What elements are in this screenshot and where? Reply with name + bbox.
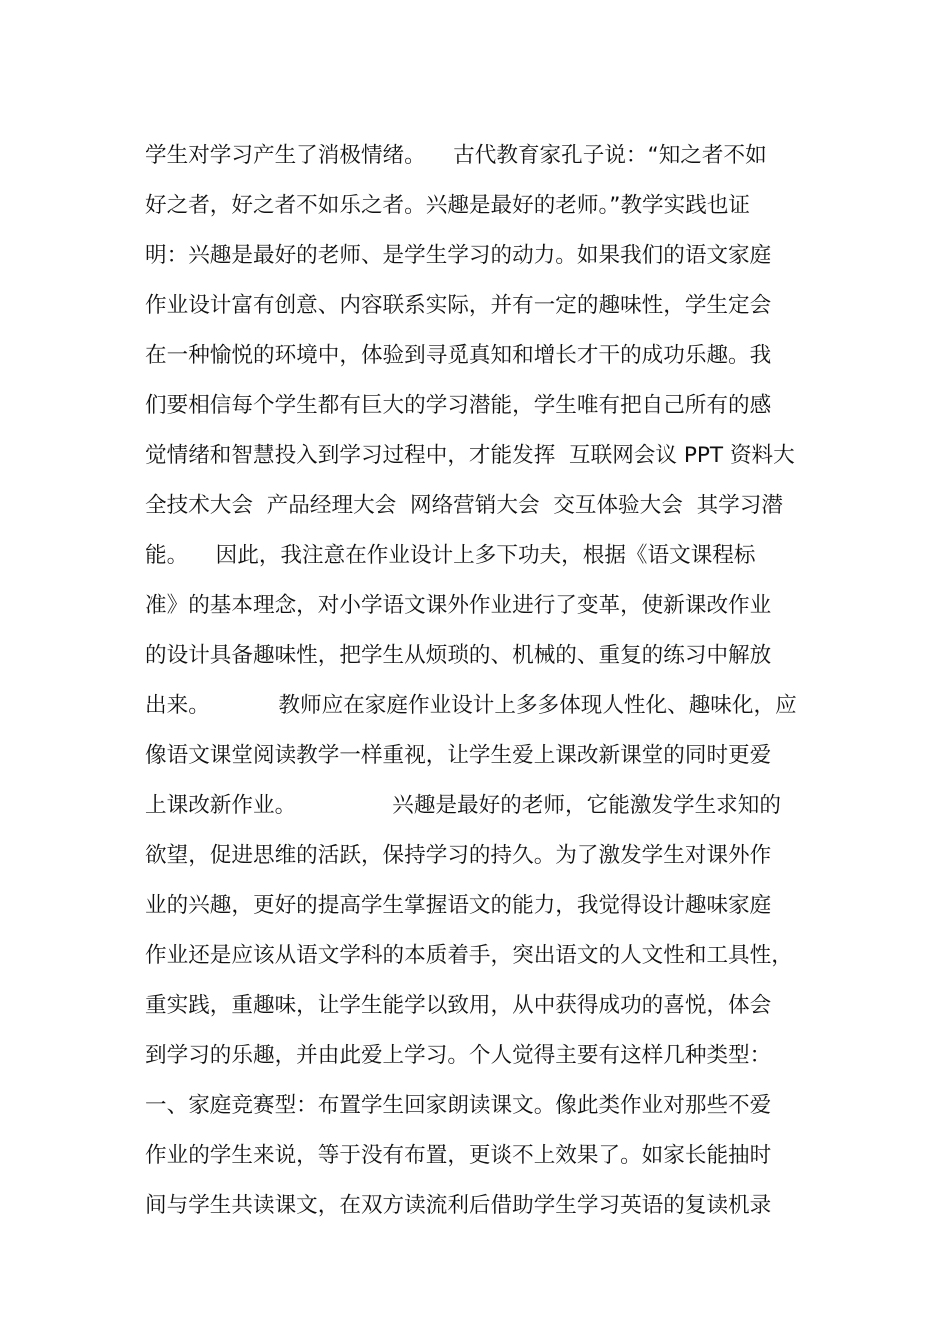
text-line: 一、家庭竞赛型：布置学生回家朗读课文。像此类作业对那些不爱 — [145, 1093, 772, 1118]
text-line: 重实践，重趣味，让学生能学以致用，从中获得成功的喜悦，体会 — [145, 993, 772, 1018]
text-line: 欲望，促进思维的活跃，保持学习的持久。为了激发学生对课外作 — [145, 843, 772, 868]
text-line: 作业的学生来说，等于没有布置，更谈不上效果了。如家长能抽时 — [145, 1143, 772, 1168]
text-line: 们要相信每个学生都有巨大的学习潜能，学生唯有把自己所有的感 — [145, 393, 772, 418]
text-line: 在一种愉悦的环境中，体验到寻觅真知和增长才干的成功乐趣。我 — [145, 343, 772, 368]
text-line: 明：兴趣是最好的老师、是学生学习的动力。如果我们的语文家庭 — [145, 243, 772, 268]
text-line: 到学习的乐趣，并由此爱上学习。个人觉得主要有这样几种类型： — [145, 1043, 772, 1068]
text-line: 出来。 教师应在家庭作业设计上多多体现人性化、趣味化，应 — [145, 693, 797, 718]
text-line: 准》的基本理念，对小学语文课外作业进行了变革，使新课改作业 — [145, 593, 772, 618]
body-text — [145, 131, 825, 1231]
text-line: 好之者，好之者不如乐之者。兴趣是最好的老师。”教学实践也证 — [145, 193, 751, 218]
text-line: 作业设计富有创意、内容联系实际，并有一定的趣味性，学生定会 — [145, 293, 772, 318]
text-line: 学生对学习产生了消极情绪。 古代教育家孔子说：“知之者不如 — [145, 143, 767, 168]
text-line: 上课改新作业。 兴趣是最好的老师，它能激发学生求知的 — [145, 793, 781, 818]
text-line: 觉情绪和智慧投入到学习过程中，才能发挥 互联网会议 PPT 资料大 — [145, 443, 795, 468]
text-line: 业的兴趣，更好的提高学生掌握语文的能力，我觉得设计趣味家庭 — [145, 893, 772, 918]
text-line: 作业还是应该从语文学科的本质着手，突出语文的人文性和工具性， — [145, 943, 793, 968]
text-line: 间与学生共读课文，在双方读流利后借助学生学习英语的复读机录 — [145, 1193, 772, 1218]
text-line: 全技术大会 产品经理大会 网络营销大会 交互体验大会 其学习潜 — [145, 493, 783, 518]
text-line: 像语文课堂阅读教学一样重视，让学生爱上课改新课堂的同时更爱 — [145, 743, 772, 768]
text-line: 能。 因此，我注意在作业设计上多下功夫，根据《语文课程标 — [145, 543, 756, 568]
text-line: 的设计具备趣味性，把学生从烦琐的、机械的、重复的练习中解放 — [145, 643, 772, 668]
